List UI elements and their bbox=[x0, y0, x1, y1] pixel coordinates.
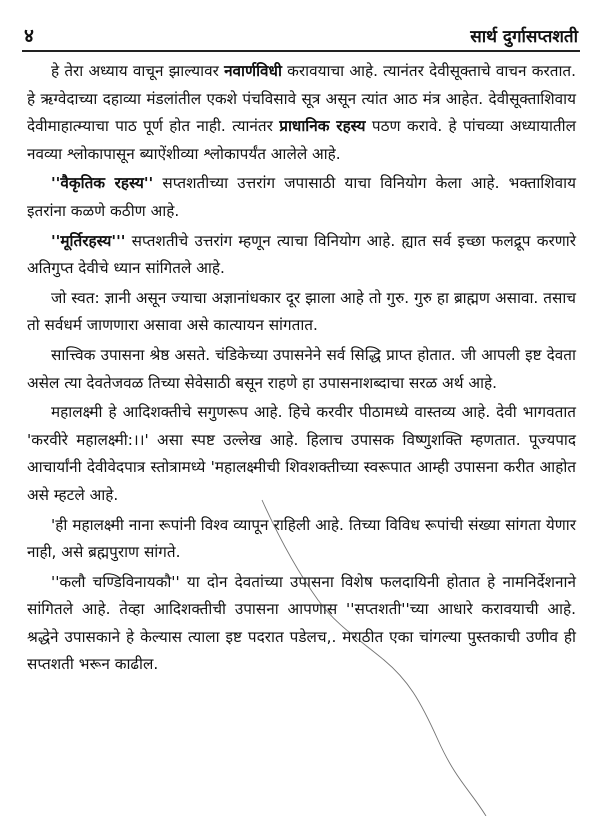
book-title: सार्थ दुर्गासप्तशती bbox=[470, 26, 578, 47]
page-header bbox=[24, 20, 578, 50]
header-divider bbox=[22, 50, 580, 52]
paragraph-satvik-upasana: सात्त्विक उपासना श्रेष्ठ असते. चंडिकेच्या उपासनेने सर्व सिद्धि प्राप्त होतात. जी आपली इष्ट देवता असेल त्या देवतेजवळ तिच्या सेवेसाठी बसून राहणे हा उपासनाशब्दाचा सरळ अर्थ आहे. bbox=[27, 345, 576, 392]
body-text bbox=[27, 58, 576, 681]
bold-term-navarna-vidhi: नवार्णविधी bbox=[224, 62, 282, 80]
bold-term-murti-rahasya: ''मूर्तिरहस्य''' bbox=[51, 231, 126, 250]
paragraph-guru: जो स्वत: ज्ञानी असून ज्याचा अज्ञानांधकार दूर झाला आहे तो गुरु. गुरु हा ब्राह्मण असावा. तसाच तो सर्वधर्म जाणणारा असावा असे कात्यायन सांगतात. bbox=[27, 288, 576, 335]
paragraph-murti-rahasya: ''मूर्तिरहस्य''' सप्तशतीचे उत्तरांग म्हणून त्याचा विनियोग आहे. ह्यात सर्व इच्छा फलद्रूप करणारे अतिगुप्त देवीचे ध्यान सांगितले आहे. bbox=[27, 231, 576, 278]
paragraph-navarna-vidhi: हे तेरा अध्याय वाचून झाल्यावर नवार्णविधी करावयाचा आहे. त्यानंतर देवीसूक्ताचे वाचन करतात. हे ऋग्वेदाच्या दहाव्या मंडलांतील एकशे पंचविसावे सूत्र असून त्यांत आठ मंत्र आहेत. देवीसूक्ताशिवाय देवीमाहात्म्याचा पाठ पूर्ण होत नाही. त्यानंतर प्राधानिक रहस्य पठण करावे. हे पांचव्या अध्यायातील नवव्या श्लोकापासून ब्याऐंशीव्या श्लोकापर्यंत आलेले आहे. bbox=[27, 62, 576, 163]
bold-term-pradhanik-rahasya: प्राधानिक रहस्य bbox=[279, 117, 366, 136]
bold-term-vaikritik-rahasya: ''वैकृतिक रहस्य'' bbox=[51, 174, 154, 193]
page-number: ४ bbox=[24, 25, 34, 47]
paragraph-mahalakshmi-forms: 'ही महालक्ष्मी नाना रूपांनी विश्व व्यापून राहिली आहे. तिच्या विविध रूपांची संख्या सांगता येणार नाही, असे ब्रह्मपुराण सांगते. bbox=[27, 515, 576, 562]
paragraph-vaikritik-rahasya: ''वैकृतिक रहस्य'' सप्तशतीच्या उत्तरांग जपासाठी याचा विनियोग केला आहे. भक्ताशिवाय इतरांना कळणे कठीण आहे. bbox=[27, 174, 576, 220]
paragraph-mahalakshmi: महालक्ष्मी हे आदिशक्तीचे सगुणरूप आहे. हिचे करवीर पीठामध्ये वास्तव्य आहे. देवी भागवतात 'करवीरे महालक्ष्मी:।।' असा स्पष्ट उल्लेख आहे. हिलाच उपासक विष्णुशक्ति म्हणतात. पूज्यपाद आचार्यांनी देवीवेदपात्र स्तोत्रामध्ये 'महालक्ष्मीची शिवशक्तीच्या स्वरूपात आम्ही उपासना करीत आहोत असे म्हटले आहे. bbox=[27, 403, 576, 504]
paragraph-kalau-chandi: ''कलौ चण्डिविनायकौ'' या दोन देवतांच्या उपासना विशेष फलदायिनी होतात हे नामनिर्देशनाने सांगितले आहे. तेव्हा आदिशक्तीची उपासना आपणास ''सप्तशती''च्या आधारे करावयाची आहे. श्रद्धेने उपासकाने हे केल्यास त्याला इष्ट पदरात पडेलच,. मराठीत एका चांगल्या पुस्तकाची उणीव ही सप्तशती भरून काढील. bbox=[27, 572, 576, 674]
